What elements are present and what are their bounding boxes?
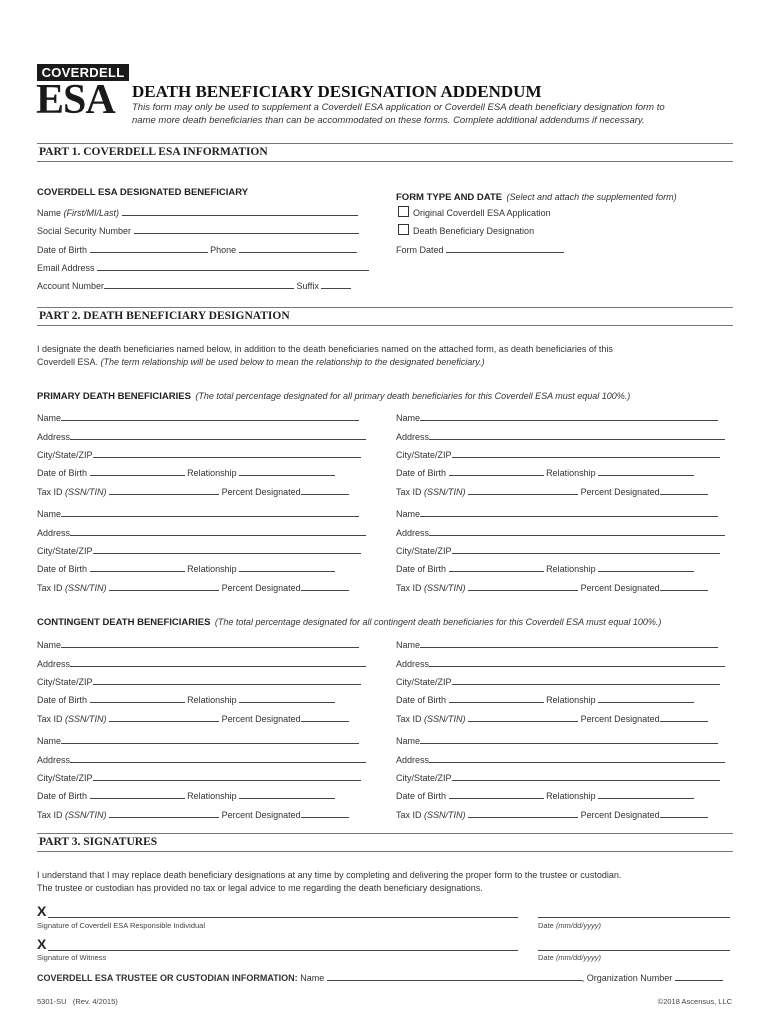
beneficiary-dob-field[interactable] <box>449 693 544 703</box>
taxid-hint: (SSN/TIN) <box>424 583 466 593</box>
dob-label: Date of Birth <box>37 245 88 255</box>
address-label: Address <box>396 528 430 538</box>
form-title: DEATH BENEFICIARY DESIGNATION ADDENDUM <box>132 82 542 101</box>
form-type-header <box>396 187 677 205</box>
taxid-label: Tax ID <box>37 487 63 497</box>
beneficiary-taxid-row <box>37 581 349 593</box>
beneficiary-name-row <box>37 411 359 423</box>
x-mark-1: X <box>37 903 47 919</box>
relationship-label: Relationship <box>546 468 596 478</box>
account-row <box>37 279 351 291</box>
beneficiary-name-field[interactable] <box>420 411 718 421</box>
percent-label: Percent Designated <box>580 714 660 724</box>
beneficiary-dob-field[interactable] <box>449 562 544 572</box>
percent-label: Percent Designated <box>580 583 660 593</box>
part1-heading: PART 1. COVERDELL ESA INFORMATION <box>37 143 733 162</box>
beneficiary-name-field[interactable] <box>61 507 359 517</box>
taxid-hint: (SSN/TIN) <box>65 583 107 593</box>
email-label: Email Address <box>37 263 95 273</box>
part2-para-line2b: (The term relationship will be used below to mean the relationship to the designated beneficiary.) <box>100 357 485 367</box>
beneficiary-name-field[interactable] <box>420 734 718 744</box>
part2-paragraph <box>37 343 737 369</box>
dob-label: Date of Birth <box>37 695 88 705</box>
name-label: Name <box>396 640 421 650</box>
beneficiary-address-field[interactable] <box>429 657 725 667</box>
dob-phone-row <box>37 243 357 255</box>
name-label: Name <box>37 208 62 218</box>
beneficiary-city-field[interactable] <box>452 675 720 685</box>
part3-para-line2: The trustee or custodian has provided no tax or legal advice to me regarding the death beneficiary designations. <box>37 883 483 893</box>
form-dated-field[interactable] <box>446 243 564 253</box>
beneficiary-relationship-field[interactable] <box>598 466 694 476</box>
beneficiary-dob-field[interactable] <box>90 693 185 703</box>
original-application-checkbox[interactable] <box>398 206 409 217</box>
name-label: Name <box>37 413 62 423</box>
beneficiary-name-row <box>396 638 718 650</box>
beneficiary-name-field[interactable] <box>61 734 359 744</box>
part2-para-line1: I designate the death beneficiaries named below, in addition to the death beneficiaries named on the attached form, as death beneficiaries of this <box>37 344 613 354</box>
witness-signature-field[interactable] <box>48 936 518 951</box>
taxid-label: Tax ID <box>37 583 63 593</box>
beneficiary-taxid-field[interactable] <box>109 808 219 818</box>
beneficiary-address-field[interactable] <box>70 430 366 440</box>
org-number-label: , Organization Number <box>581 973 673 983</box>
beneficiary-taxid-field[interactable] <box>468 808 578 818</box>
intro-line-1: This form may only be used to supplement a Coverdell ESA application or Coverdell ESA death beneficiary designation form to <box>132 102 665 113</box>
dob-label: Date of Birth <box>396 695 447 705</box>
part3-heading: PART 3. SIGNATURES <box>37 833 733 852</box>
taxid-label: Tax ID <box>37 810 63 820</box>
part3-paragraph <box>37 869 747 895</box>
beneficiary-city-field[interactable] <box>93 448 361 458</box>
contingent-header <box>37 612 661 630</box>
designated-beneficiary-title: COVERDELL ESA DESIGNATED BENEFICIARY <box>37 187 249 198</box>
name-label: Name <box>396 509 421 519</box>
beneficiary-address-row <box>396 753 725 765</box>
part2-heading: PART 2. DEATH BENEFICIARY DESIGNATION <box>37 307 733 326</box>
address-label: Address <box>37 659 71 669</box>
taxid-label: Tax ID <box>396 487 422 497</box>
beneficiary-dob-field[interactable] <box>90 562 185 572</box>
address-label: Address <box>37 528 71 538</box>
beneficiary-percent-field[interactable] <box>301 712 349 722</box>
percent-label: Percent Designated <box>580 487 660 497</box>
dob-label: Date of Birth <box>37 791 88 801</box>
beneficiary-taxid-row <box>396 485 708 497</box>
death-beneficiary-checkbox[interactable] <box>398 224 409 235</box>
witness-date-field[interactable] <box>538 936 730 951</box>
primary-header <box>37 386 630 404</box>
beneficiary-address-field[interactable] <box>70 526 366 536</box>
dob-label: Date of Birth <box>396 791 447 801</box>
city-label: City/State/ZIP <box>396 677 452 687</box>
trustee-row <box>37 971 723 983</box>
beneficiary-name-row <box>37 638 359 650</box>
logo-coverdell-bar: COVERDELL <box>37 64 129 81</box>
logo-esa: ESA <box>36 77 115 123</box>
beneficiary-taxid-row <box>37 808 349 820</box>
city-label: City/State/ZIP <box>37 677 93 687</box>
percent-label: Percent Designated <box>580 810 660 820</box>
beneficiary-name-field[interactable] <box>61 638 359 648</box>
taxid-label: Tax ID <box>396 810 422 820</box>
beneficiary-name-field[interactable] <box>420 638 718 648</box>
beneficiary-taxid-row <box>37 712 349 724</box>
beneficiary-percent-field[interactable] <box>660 808 708 818</box>
beneficiary-city-field[interactable] <box>93 771 361 781</box>
beneficiary-address-field[interactable] <box>429 526 725 536</box>
taxid-hint: (SSN/TIN) <box>424 810 466 820</box>
beneficiary-address-field[interactable] <box>70 657 366 667</box>
beneficiary-relationship-field[interactable] <box>239 466 335 476</box>
ssn-row <box>37 224 359 236</box>
beneficiary-name-row <box>396 507 718 519</box>
beneficiary-dob-row <box>37 693 335 705</box>
part2-para-line2a: Coverdell ESA. <box>37 357 99 367</box>
part3-para-line1: I understand that I may replace death beneficiary designations at any time by completing and delivering the proper form to the trustee or custodian. <box>37 870 622 880</box>
beneficiary-name-row <box>396 411 718 423</box>
beneficiary-taxid-field[interactable] <box>468 712 578 722</box>
beneficiary-name-field[interactable] <box>420 507 718 517</box>
form-type-title: FORM TYPE AND DATE <box>396 192 503 203</box>
email-field[interactable] <box>97 261 369 271</box>
beneficiary-city-field[interactable] <box>452 544 720 554</box>
taxid-hint: (SSN/TIN) <box>65 487 107 497</box>
address-label: Address <box>396 659 430 669</box>
beneficiary-address-row <box>396 526 725 538</box>
beneficiary-relationship-field[interactable] <box>598 562 694 572</box>
address-label: Address <box>37 755 71 765</box>
percent-label: Percent Designated <box>221 714 301 724</box>
beneficiary-relationship-field[interactable] <box>239 562 335 572</box>
beneficiary-dob-row <box>37 466 335 478</box>
address-label: Address <box>396 755 430 765</box>
city-label: City/State/ZIP <box>396 546 452 556</box>
name-label: Name <box>37 640 62 650</box>
percent-label: Percent Designated <box>221 487 301 497</box>
ssn-field[interactable] <box>134 224 359 234</box>
option1-label: Original Coverdell ESA Application <box>413 208 551 218</box>
trustee-title: COVERDELL ESA TRUSTEE OR CUSTODIAN INFORMATION: <box>37 973 298 983</box>
date2-label: Date (mm/dd/yyyy) <box>538 953 601 962</box>
taxid-hint: (SSN/TIN) <box>424 487 466 497</box>
beneficiary-city-row <box>37 544 361 556</box>
beneficiary-address-field[interactable] <box>70 753 366 763</box>
city-label: City/State/ZIP <box>37 450 93 460</box>
beneficiary-dob-row <box>396 562 694 574</box>
name-hint: (First/MI/Last) <box>63 208 120 218</box>
option2-label: Death Beneficiary Designation <box>413 226 535 236</box>
beneficiary-dob-field[interactable] <box>449 466 544 476</box>
responsible-signature-field[interactable] <box>48 903 518 918</box>
beneficiary-name-row <box>396 734 718 746</box>
trustee-name-field[interactable] <box>327 971 582 981</box>
option-death-beneficiary-designation[interactable] <box>398 224 534 236</box>
copyright: ©2018 Ascensus, LLC <box>657 997 732 1006</box>
phone-field[interactable] <box>239 243 357 253</box>
beneficiary-city-row <box>396 544 720 556</box>
sig2-label: Signature of Witness <box>37 953 107 962</box>
dob-label: Date of Birth <box>37 468 88 478</box>
beneficiary-address-row <box>37 657 366 669</box>
taxid-label: Tax ID <box>396 583 422 593</box>
beneficiary-name-field[interactable] <box>61 411 359 421</box>
name-label: Name <box>37 736 62 746</box>
taxid-label: Tax ID <box>396 714 422 724</box>
relationship-label: Relationship <box>187 791 237 801</box>
address-label: Address <box>396 432 430 442</box>
beneficiary-relationship-field[interactable] <box>239 789 335 799</box>
beneficiary-dob-field[interactable] <box>90 466 185 476</box>
dob-label: Date of Birth <box>37 564 88 574</box>
beneficiary-taxid-field[interactable] <box>109 485 219 495</box>
relationship-label: Relationship <box>187 468 237 478</box>
beneficiary-city-field[interactable] <box>452 448 720 458</box>
beneficiary-dob-row <box>396 693 694 705</box>
taxid-label: Tax ID <box>37 714 63 724</box>
beneficiary-city-field[interactable] <box>93 544 361 554</box>
form-dated-label: Form Dated <box>396 245 444 255</box>
beneficiary-taxid-row <box>396 581 708 593</box>
beneficiary-percent-field[interactable] <box>660 485 708 495</box>
beneficiary-dob-row <box>37 562 335 574</box>
beneficiary-city-field[interactable] <box>452 771 720 781</box>
contingent-title: CONTINGENT DEATH BENEFICIARIES <box>37 617 211 628</box>
beneficiary-percent-field[interactable] <box>301 485 349 495</box>
beneficiary-city-row <box>37 675 361 687</box>
relationship-label: Relationship <box>187 564 237 574</box>
name-label: Name <box>396 413 421 423</box>
intro-line-2: name more death beneficiaries than can be accommodated on these forms. Complete additional addendums if necessary. <box>132 115 645 126</box>
beneficiary-taxid-row <box>37 485 349 497</box>
beneficiary-name-field[interactable] <box>122 206 358 216</box>
beneficiary-percent-field[interactable] <box>301 581 349 591</box>
beneficiary-taxid-field[interactable] <box>109 581 219 591</box>
org-number-field[interactable] <box>675 971 723 981</box>
beneficiary-taxid-row <box>396 808 708 820</box>
suffix-label: Suffix <box>296 281 319 291</box>
beneficiary-dob-field[interactable] <box>90 789 185 799</box>
trustee-name-label: Name <box>300 973 325 983</box>
relationship-label: Relationship <box>546 695 596 705</box>
percent-label: Percent Designated <box>221 810 301 820</box>
beneficiary-address-field[interactable] <box>429 430 725 440</box>
relationship-label: Relationship <box>187 695 237 705</box>
form-id: 5301-SU (Rev. 4/2015) <box>37 997 118 1006</box>
city-label: City/State/ZIP <box>396 450 452 460</box>
beneficiary-name-row <box>37 507 359 519</box>
beneficiary-dob-row <box>37 789 335 801</box>
taxid-hint: (SSN/TIN) <box>424 714 466 724</box>
beneficiary-percent-field[interactable] <box>660 712 708 722</box>
name-label: Name <box>37 509 62 519</box>
ssn-label: Social Security Number <box>37 226 132 236</box>
beneficiary-name-row <box>37 206 358 218</box>
beneficiary-address-field[interactable] <box>429 753 725 763</box>
address-label: Address <box>37 432 71 442</box>
beneficiary-address-row <box>37 753 366 765</box>
beneficiary-city-row <box>396 771 720 783</box>
beneficiary-name-row <box>37 734 359 746</box>
option-original-application[interactable] <box>398 206 551 218</box>
beneficiary-city-row <box>37 448 361 460</box>
beneficiary-dob-row <box>396 466 694 478</box>
sig1-label: Signature of Coverdell ESA Responsible Individual <box>37 921 206 930</box>
beneficiary-taxid-field[interactable] <box>468 581 578 591</box>
beneficiary-taxid-row <box>396 712 708 724</box>
form-intro <box>132 101 732 127</box>
beneficiary-percent-field[interactable] <box>660 581 708 591</box>
beneficiary-address-row <box>37 430 366 442</box>
beneficiary-city-row <box>396 675 720 687</box>
beneficiary-dob-row <box>396 789 694 801</box>
percent-label: Percent Designated <box>221 583 301 593</box>
name-label: Name <box>396 736 421 746</box>
account-label: Account Number <box>37 281 105 291</box>
beneficiary-taxid-field[interactable] <box>468 485 578 495</box>
beneficiary-address-row <box>396 657 725 669</box>
taxid-hint: (SSN/TIN) <box>65 810 107 820</box>
relationship-label: Relationship <box>546 791 596 801</box>
taxid-hint: (SSN/TIN) <box>65 714 107 724</box>
beneficiary-relationship-field[interactable] <box>598 789 694 799</box>
phone-label: Phone <box>210 245 237 255</box>
city-label: City/State/ZIP <box>396 773 452 783</box>
suffix-field[interactable] <box>321 279 351 289</box>
primary-hint: (The total percentage designated for all primary death beneficiaries for this Coverdell ESA must equal 100%.) <box>195 391 631 401</box>
beneficiary-relationship-field[interactable] <box>598 693 694 703</box>
beneficiary-city-field[interactable] <box>93 675 361 685</box>
beneficiary-percent-field[interactable] <box>301 808 349 818</box>
beneficiary-taxid-field[interactable] <box>109 712 219 722</box>
beneficiary-city-row <box>37 771 361 783</box>
beneficiary-dob-field[interactable] <box>449 789 544 799</box>
city-label: City/State/ZIP <box>37 773 93 783</box>
city-label: City/State/ZIP <box>37 546 93 556</box>
relationship-label: Relationship <box>546 564 596 574</box>
beneficiary-relationship-field[interactable] <box>239 693 335 703</box>
primary-title: PRIMARY DEATH BENEFICIARIES <box>37 391 191 402</box>
beneficiary-address-row <box>396 430 725 442</box>
email-row <box>37 261 369 273</box>
form-type-hint: (Select and attach the supplemented form) <box>506 192 677 202</box>
beneficiary-address-row <box>37 526 366 538</box>
account-number-field[interactable] <box>104 279 294 289</box>
contingent-hint: (The total percentage designated for all contingent death beneficiaries for this Coverdell ESA must equal 100%.) <box>214 617 662 627</box>
responsible-date-field[interactable] <box>538 903 730 918</box>
dob-field[interactable] <box>90 243 208 253</box>
form-dated-row <box>396 243 564 255</box>
beneficiary-city-row <box>396 448 720 460</box>
dob-label: Date of Birth <box>396 468 447 478</box>
date1-label: Date (mm/dd/yyyy) <box>538 921 601 930</box>
dob-label: Date of Birth <box>396 564 447 574</box>
x-mark-2: X <box>37 936 47 952</box>
